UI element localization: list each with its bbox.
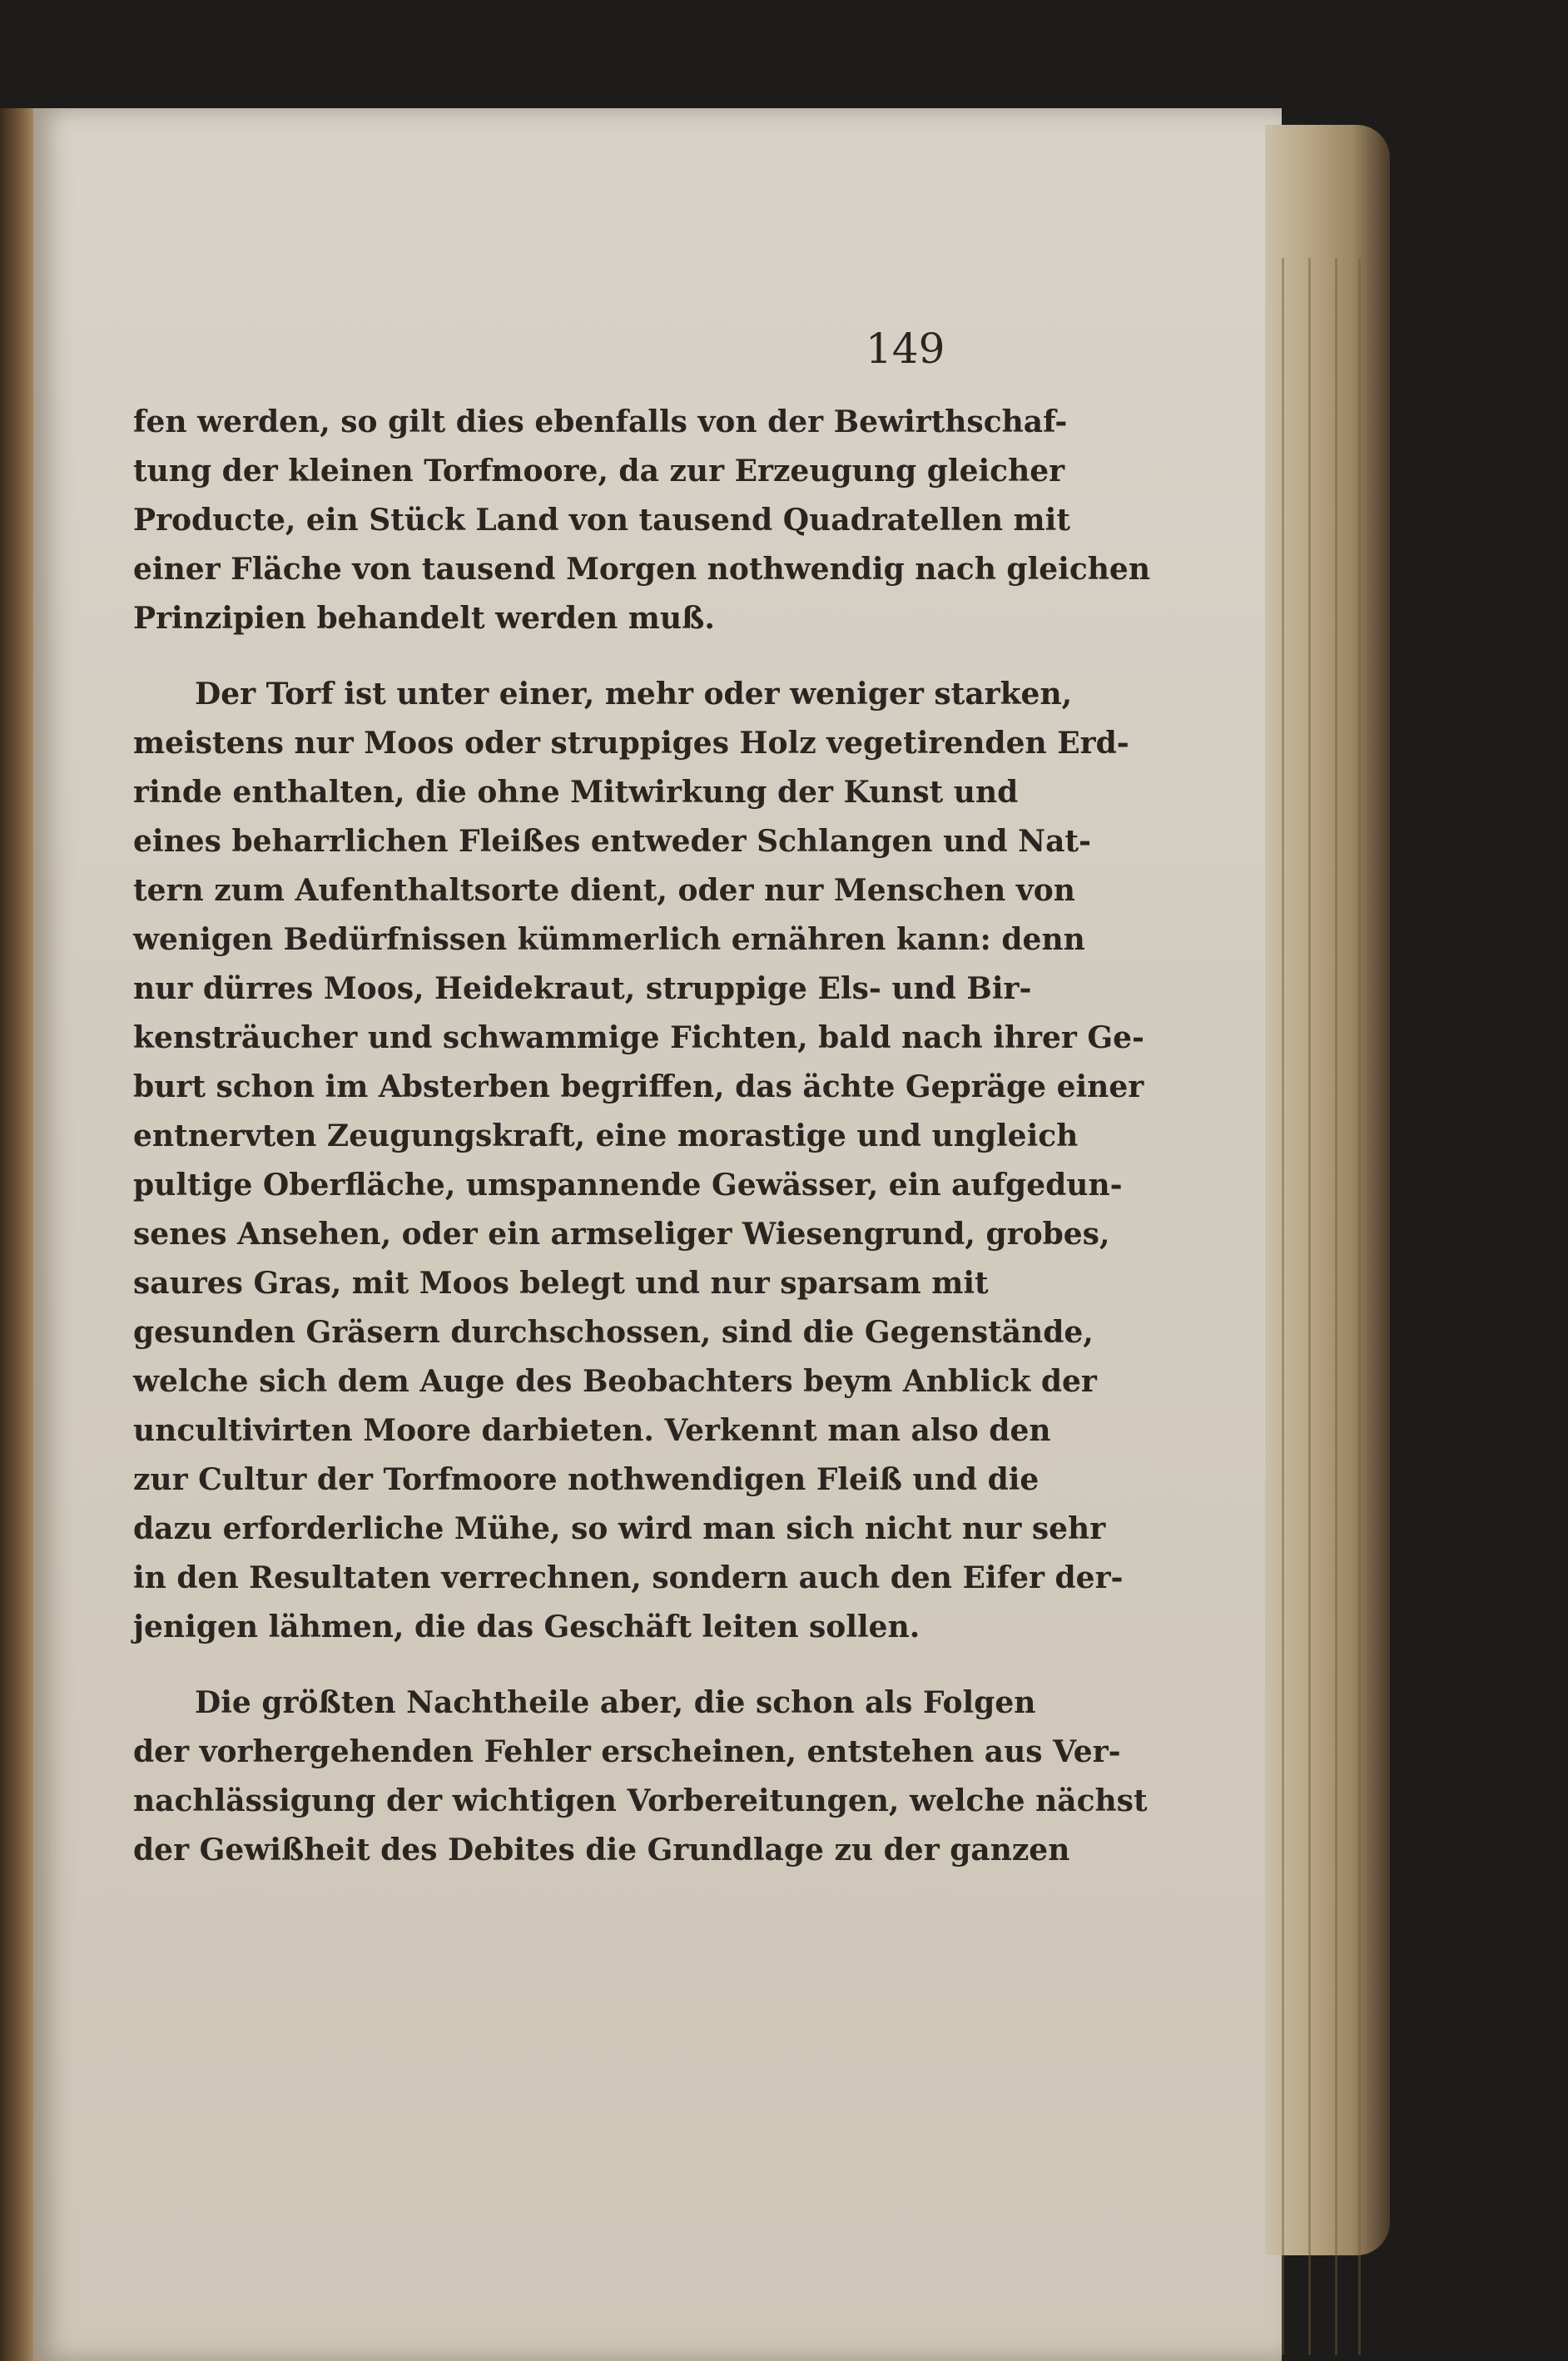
text-line: saures Gras, mit Moos belegt und nur sparsam mit (133, 1266, 989, 1301)
text-line: kensträucher und schwammige Fichten, bald nach ihrer Ge- (133, 1020, 1144, 1055)
text-line: uncultivirten Moore darbieten. Verkennt man also den (133, 1413, 1051, 1448)
text-line: nur dürres Moos, Heidekraut, struppige Els- und Bir- (133, 971, 1032, 1006)
text-line: zur Cultur der Torfmoore nothwendigen Fleiß und die (133, 1462, 1040, 1497)
text-line: Prinzipien behandelt werden muß. (133, 601, 715, 636)
text-line: entnervten Zeugungskraft, eine morastige und ungleich (133, 1118, 1079, 1153)
text-line: dazu erforderliche Mühe, so wird man sich nicht nur sehr (133, 1511, 1106, 1546)
text-line: in den Resultaten verrechnen, sondern auch den Eifer der- (133, 1560, 1124, 1595)
paragraph-3 (133, 1679, 1148, 1875)
text-line: meistens nur Moos oder struppiges Holz vegetirenden Erd- (133, 726, 1129, 761)
text-line: nachlässigung der wichtigen Vorbereitungen, welche nächst (133, 1783, 1148, 1818)
text-line: burt schon im Absterben begriffen, das ächte Gepräge einer (133, 1069, 1144, 1104)
text-line: rinde enthalten, die ohne Mitwirkung der Kunst und (133, 775, 1019, 810)
text-line: tern zum Aufenthaltsorte dient, oder nur Menschen von (133, 873, 1075, 908)
text-line: wenigen Bedürfnissen kümmerlich ernähren kann: denn (133, 922, 1085, 957)
text-line: Die größten Nachtheile aber, die schon als Folgen (195, 1685, 1036, 1720)
text-line: tung der kleinen Torfmoore, da zur Erzeugung gleicher (133, 454, 1065, 489)
text-line: der vorhergehenden Fehler erscheinen, entstehen aus Ver- (133, 1734, 1121, 1769)
text-line: Der Torf ist unter einer, mehr oder weniger starken, (195, 677, 1073, 712)
text-line: gesunden Gräsern durchschossen, sind die Gegenstände, (133, 1315, 1094, 1350)
paragraph-2 (133, 670, 1144, 1652)
body-text (133, 398, 1151, 1902)
text-line: fen werden, so gilt dies ebenfalls von der Bewirthschaf- (133, 404, 1068, 439)
text-line: einer Fläche von tausend Morgen nothwendig nach gleichen (133, 552, 1151, 587)
text-line: jenigen lähmen, die das Geschäft leiten sollen. (133, 1610, 920, 1644)
text-line: senes Ansehen, oder ein armseliger Wiesengrund, grobes, (133, 1217, 1110, 1252)
paragraph-1 (133, 398, 1151, 643)
page-stack-edge (1265, 125, 1390, 2255)
text-line: eines beharrlichen Fleißes entweder Schlangen und Nat- (133, 824, 1091, 859)
text-line: der Gewißheit des Debites die Grundlage zu der ganzen (133, 1833, 1070, 1867)
text-line: Producte, ein Stück Land von tausend Quadratellen mit (133, 503, 1070, 538)
text-line: pultige Oberfläche, umspannende Gewässer, ein aufgedun- (133, 1168, 1123, 1203)
page-number: 149 (866, 325, 945, 373)
text-line: welche sich dem Auge des Beobachters beym Anblick der (133, 1364, 1097, 1399)
